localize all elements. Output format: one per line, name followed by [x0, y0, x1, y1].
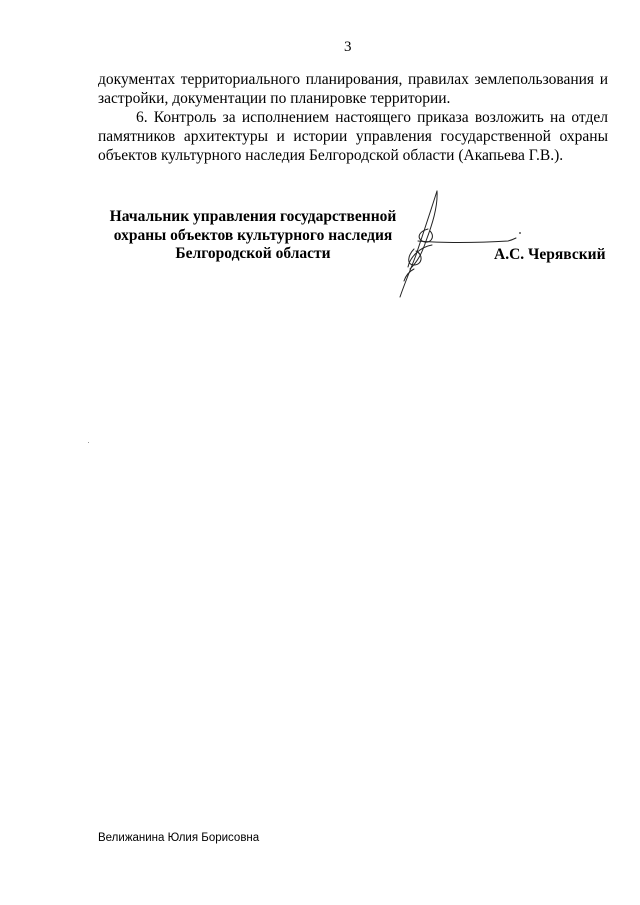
scan-speck	[88, 442, 89, 443]
paragraph-continuation: документах территориального планирования, правилах землепользования и застройки, документации по планировке территории.	[98, 71, 608, 107]
position-line: Белгородской области	[175, 245, 331, 262]
executor-name: Велижанина Юлия Борисовна	[98, 832, 260, 844]
signatory-position	[100, 208, 406, 264]
position-line: охраны объектов культурного наследия	[113, 226, 393, 244]
handwritten-signature	[380, 185, 530, 300]
signer-name: А.С. Черявский	[494, 246, 606, 263]
page-number: 3	[344, 39, 352, 55]
paragraph-item-6: 6. Контроль за исполнением настоящего приказа возложить на отдел памятников архитектуры и истории управления государственной охраны объектов культурного наследия Белгородской области (Акапьева Г.В.).	[98, 109, 608, 164]
position-line: Начальник управления государственной	[109, 208, 397, 225]
